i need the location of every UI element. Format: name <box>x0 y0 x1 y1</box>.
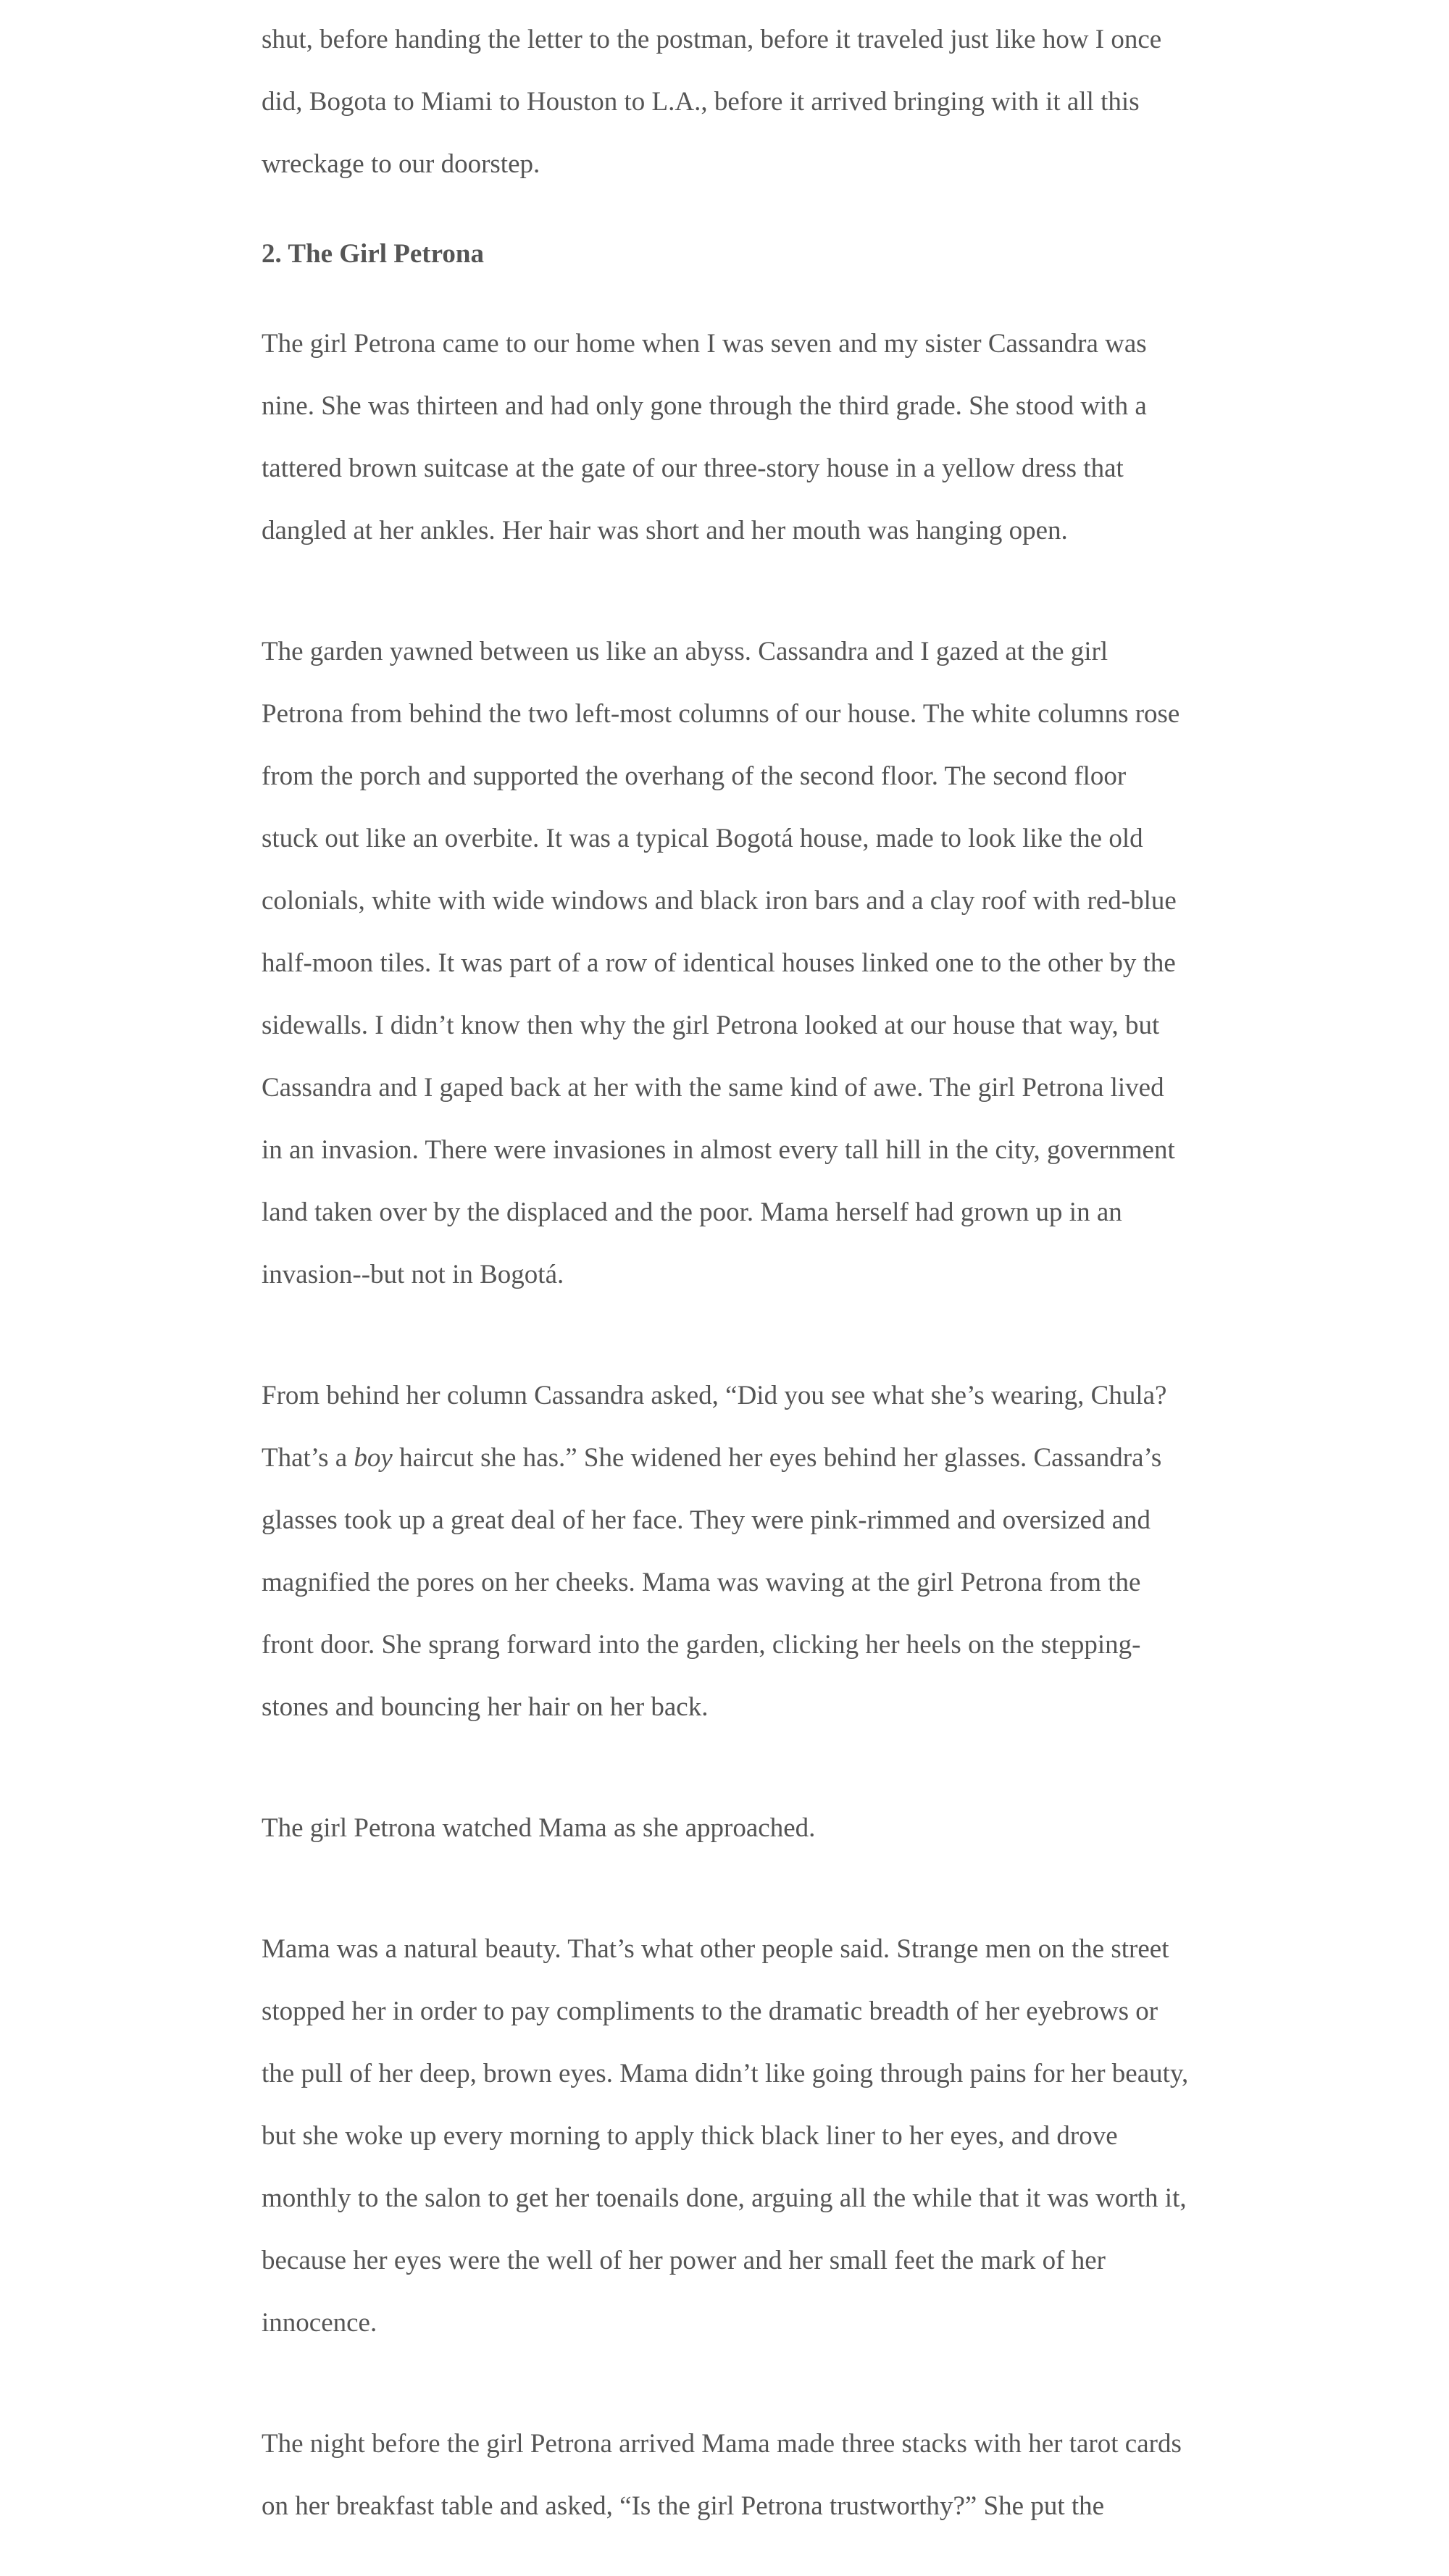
text-line: in an invasion. There were invasiones in almost every tall hill in the city, government <box>262 1135 1175 1165</box>
text-line: the pull of her deep, brown eyes. Mama didn’t like going through pains for her beauty, <box>262 2059 1189 2088</box>
text-line: stopped her in order to pay compliments to the dramatic breadth of her eyebrows or <box>262 1996 1158 2026</box>
paragraph-3 <box>262 1349 1203 1754</box>
paragraph-1 <box>262 297 1203 577</box>
text-line: Mama was a natural beauty. That’s what other people said. Strange men on the street <box>262 1934 1169 1964</box>
text-line: shut, before handing the letter to the postman, before it traveled just like how I once <box>262 25 1162 54</box>
text-line: stones and bouncing her hair on her back. <box>262 1692 709 1722</box>
paragraph-4 <box>262 1781 1203 1875</box>
text-line: front door. She sprang forward into the garden, clicking her heels on the stepping- <box>262 1630 1141 1660</box>
text-line: From behind her column Cassandra asked, “Did you see what she’s wearing, Chula? <box>262 1381 1167 1410</box>
text-line: because her eyes were the well of her power and her small feet the mark of her <box>262 2246 1106 2275</box>
text-line: land taken over by the displaced and the poor. Mama herself had grown up in an <box>262 1197 1122 1227</box>
paragraph-6 <box>262 2397 1203 2553</box>
text-line: but she woke up every morning to apply thick black liner to her eyes, and drove <box>262 2121 1118 2151</box>
text-line: invasion--but not in Bogotá. <box>262 1260 564 1289</box>
text-line: Cassandra and I gaped back at her with the same kind of awe. The girl Petrona lived <box>262 1073 1164 1103</box>
text-line: did, Bogota to Miami to Houston to L.A., before it arrived bringing with it all this <box>262 87 1140 117</box>
document-page <box>262 0 1203 2576</box>
text-line: glasses took up a great deal of her face. They were pink-rimmed and oversized and <box>262 1505 1151 1535</box>
text-line: The girl Petrona watched Mama as she approached. <box>262 1813 816 1843</box>
text-line: nine. She was thirteen and had only gone through the third grade. She stood with a <box>262 391 1147 421</box>
text-line: magnified the pores on her cheeks. Mama was waving at the girl Petrona from the <box>262 1568 1141 1597</box>
paragraph-5 <box>262 1902 1203 2370</box>
text-line: monthly to the salon to get her toenails done, arguing all the while that it was worth it, <box>262 2183 1187 2213</box>
text-line: half-moon tiles. It was part of a row of identical houses linked one to the other by the <box>262 948 1176 978</box>
text-segment: haircut she has.” She widened her eyes behind her glasses. Cassandra’s <box>392 1443 1162 1473</box>
section-heading: 2. The Girl Petrona <box>262 239 484 269</box>
intro-paragraph <box>262 0 1203 211</box>
text-line: stuck out like an overbite. It was a typical Bogotá house, made to look like the old <box>262 824 1143 853</box>
text-line: colonials, white with wide windows and black iron bars and a clay roof with red-blue <box>262 886 1177 916</box>
text-line: The garden yawned between us like an abyss. Cassandra and I gazed at the girl <box>262 637 1108 666</box>
text-line: innocence. <box>262 2308 377 2338</box>
text-line: tattered brown suitcase at the gate of our three-story house in a yellow dress that <box>262 453 1124 483</box>
paragraph-2 <box>262 605 1203 1321</box>
italic-word: boy <box>354 1443 393 1473</box>
text-line: Petrona from behind the two left-most columns of our house. The white columns rose <box>262 699 1180 729</box>
text-line: wreckage to our doorstep. <box>262 149 540 179</box>
text-line: on her breakfast table and asked, “Is the girl Petrona trustworthy?” She put the <box>262 2491 1105 2521</box>
text-line: The girl Petrona came to our home when I was seven and my sister Cassandra was <box>262 329 1147 359</box>
text-line: dangled at her ankles. Her hair was short and her mouth was hanging open. <box>262 516 1068 545</box>
text-line: from the porch and supported the overhang of the second floor. The second floor <box>262 761 1127 791</box>
text-line <box>262 1442 1203 1473</box>
text-line: sidewalls. I didn’t know then why the girl Petrona looked at our house that way, but <box>262 1011 1160 1040</box>
text-segment: That’s a <box>262 1443 354 1473</box>
text-line: The night before the girl Petrona arrived Mama made three stacks with her tarot cards <box>262 2429 1182 2459</box>
